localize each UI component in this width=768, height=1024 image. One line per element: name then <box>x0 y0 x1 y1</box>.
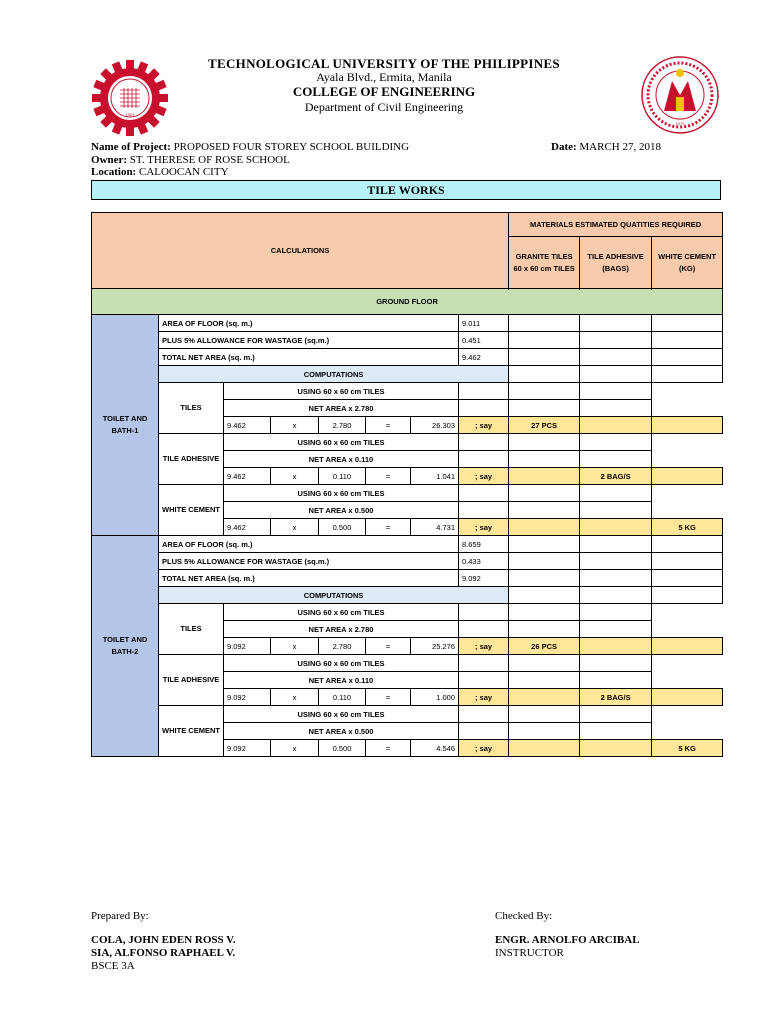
preparer-2: SIA, ALFONSO RAPHAEL V. <box>91 947 236 959</box>
adhesive-formula: NET AREA x 0.110 <box>224 672 459 689</box>
empty-cell <box>509 723 580 740</box>
allowance-label: PLUS 5% ALLOWANCE FOR WASTAGE (sq.m.) <box>159 553 459 570</box>
date-label: Date: <box>551 141 577 153</box>
white-cement-header: WHITE CEMENT (KG) <box>652 237 723 289</box>
qty-cement: 5 KG <box>652 519 723 536</box>
empty-cell <box>580 655 652 672</box>
empty-cell <box>580 451 652 468</box>
using-tiles-note: USING 60 x 60 cm TILES <box>224 383 459 400</box>
cement-label: WHITE CEMENT <box>159 485 224 536</box>
empty-cell <box>652 349 723 366</box>
empty-cell <box>459 706 509 723</box>
empty-cell <box>509 553 580 570</box>
project-name-label: Name of Project: <box>91 141 171 153</box>
net-area-label: TOTAL NET AREA (sq. m.) <box>159 349 459 366</box>
tiles-result: 25.276 <box>411 638 459 655</box>
college-name: COLLEGE OF ENGINEERING <box>292 84 476 99</box>
empty-cell <box>580 485 652 502</box>
times-sign: x <box>271 689 319 706</box>
qty-granite: 27 PCS <box>509 417 580 434</box>
university-address: Ayala Blvd., Ermita, Manila <box>316 70 452 84</box>
table-row <box>92 570 723 587</box>
table-row <box>92 655 723 672</box>
empty-cell <box>580 536 652 553</box>
tile-works-title: TILE WORKS <box>91 180 721 200</box>
cement-factor: 0.500 <box>319 740 366 757</box>
empty-cell <box>509 383 580 400</box>
times-sign: x <box>271 740 319 757</box>
empty-cell <box>509 400 580 417</box>
empty-cell <box>580 672 652 689</box>
empty-cell <box>509 366 580 383</box>
empty-cell <box>509 434 580 451</box>
adhesive-factor: 0.110 <box>319 689 366 706</box>
times-sign: x <box>271 638 319 655</box>
empty-cell <box>459 604 509 621</box>
tile-adhesive-header: TILE ADHESIVE (BAGS) <box>580 237 652 289</box>
adhesive-label: TILE ADHESIVE <box>159 655 224 706</box>
allowance-value: 0.433 <box>459 553 509 570</box>
table-row <box>92 349 723 366</box>
empty-cell <box>509 451 580 468</box>
empty-cell <box>509 502 580 519</box>
owner-label: Owner: <box>91 154 128 166</box>
empty-cell <box>509 672 580 689</box>
granite-tiles-header: GRANITE TILES 60 x 60 cm TILES <box>509 237 580 289</box>
empty-cell <box>509 655 580 672</box>
empty-cell <box>509 706 580 723</box>
checked-by-label: Checked By: <box>495 910 553 922</box>
times-sign: x <box>271 417 319 434</box>
equals-sign: = <box>366 468 411 485</box>
net-area-label: TOTAL NET AREA (sq. m.) <box>159 570 459 587</box>
equals-sign: = <box>366 638 411 655</box>
empty-cell <box>509 468 580 485</box>
table-row <box>92 383 723 400</box>
table-row <box>92 315 723 332</box>
empty-cell <box>509 604 580 621</box>
preparer-1: COLA, JOHN EDEN ROSS V. <box>91 934 236 946</box>
location-value: CALOOCAN CITY <box>138 166 229 178</box>
empty-cell <box>459 451 509 468</box>
area-label: AREA OF FLOOR (sq. m.) <box>159 315 459 332</box>
empty-cell <box>509 519 580 536</box>
empty-cell <box>509 740 580 757</box>
empty-cell <box>580 587 652 604</box>
empty-cell <box>509 485 580 502</box>
allowance-value: 0.451 <box>459 332 509 349</box>
project-name-value: PROPOSED FOUR STOREY SCHOOL BUILDING <box>173 141 410 153</box>
table-row <box>92 587 723 604</box>
tiles-factor: 2.780 <box>319 417 366 434</box>
adhesive-result: 1.000 <box>411 689 459 706</box>
date-row <box>551 141 661 153</box>
room-name: TOILET AND BATH-1 <box>92 315 159 536</box>
times-sign: x <box>271 519 319 536</box>
adhesive-label: TILE ADHESIVE <box>159 434 224 485</box>
using-tiles-note: USING 60 x 60 cm TILES <box>224 485 459 502</box>
empty-cell <box>652 315 723 332</box>
say-label: ; say <box>459 417 509 434</box>
say-label: ; say <box>459 468 509 485</box>
cement-result: 4.731 <box>411 519 459 536</box>
equals-sign: = <box>366 519 411 536</box>
room-name: TOILET AND BATH-2 <box>92 536 159 757</box>
empty-cell <box>459 655 509 672</box>
location-row <box>91 166 229 178</box>
university-name: TECHNOLOGICAL UNIVERSITY OF THE PHILIPPINES <box>208 56 560 71</box>
tiles-label: TILES <box>159 604 224 655</box>
empty-cell <box>459 383 509 400</box>
empty-cell <box>509 349 580 366</box>
empty-cell <box>509 315 580 332</box>
empty-cell <box>509 570 580 587</box>
area-value: 9.011 <box>459 315 509 332</box>
empty-cell <box>580 417 652 434</box>
section: BSCE 3A <box>91 960 135 972</box>
empty-cell <box>652 689 723 706</box>
net-area-value: 9.092 <box>459 570 509 587</box>
empty-cell <box>459 434 509 451</box>
equals-sign: = <box>366 740 411 757</box>
adhesive-net-area: 9.462 <box>224 468 271 485</box>
area-value: 8.659 <box>459 536 509 553</box>
empty-cell <box>580 740 652 757</box>
empty-cell <box>459 400 509 417</box>
qty-adhesive: 2 BAG/S <box>580 468 652 485</box>
table-row <box>92 536 723 553</box>
adhesive-formula: NET AREA x 0.110 <box>224 451 459 468</box>
cement-formula: NET AREA x 0.500 <box>224 723 459 740</box>
table-row <box>92 485 723 502</box>
empty-cell <box>580 332 652 349</box>
empty-cell <box>459 485 509 502</box>
adhesive-factor: 0.110 <box>319 468 366 485</box>
tiles-factor: 2.780 <box>319 638 366 655</box>
location-label: Location: <box>91 166 137 178</box>
equals-sign: = <box>366 417 411 434</box>
using-tiles-note: USING 60 x 60 cm TILES <box>224 655 459 672</box>
empty-cell <box>652 417 723 434</box>
area-label: AREA OF FLOOR (sq. m.) <box>159 536 459 553</box>
tiles-net-area: 9.462 <box>224 417 271 434</box>
table-row <box>92 332 723 349</box>
empty-cell <box>459 672 509 689</box>
empty-cell <box>580 706 652 723</box>
computations-header: COMPUTATIONS <box>159 587 509 604</box>
say-label: ; say <box>459 740 509 757</box>
empty-cell <box>459 502 509 519</box>
owner-row <box>91 154 290 166</box>
net-area-value: 9.462 <box>459 349 509 366</box>
qty-adhesive: 2 BAG/S <box>580 689 652 706</box>
times-sign: x <box>271 468 319 485</box>
table-row <box>92 706 723 723</box>
cement-label: WHITE CEMENT <box>159 706 224 757</box>
empty-cell <box>580 315 652 332</box>
qty-cement: 5 KG <box>652 740 723 757</box>
empty-cell <box>652 332 723 349</box>
empty-cell <box>580 621 652 638</box>
table-row <box>92 553 723 570</box>
empty-cell <box>652 553 723 570</box>
empty-cell <box>580 400 652 417</box>
cement-result: 4.546 <box>411 740 459 757</box>
materials-header: MATERIALS ESTIMATED QUATITIES REQUIRED <box>509 213 723 237</box>
prepared-by-label: Prepared By: <box>91 910 149 922</box>
tiles-net-area: 9.092 <box>224 638 271 655</box>
say-label: ; say <box>459 638 509 655</box>
floor-header: GROUND FLOOR <box>92 289 723 315</box>
date-value: MARCH 27, 2018 <box>579 141 661 153</box>
tup-seal-year: 1901 <box>125 112 135 117</box>
empty-cell <box>580 553 652 570</box>
tiles-label: TILES <box>159 383 224 434</box>
cement-net-area: 9.462 <box>224 519 271 536</box>
using-tiles-note: USING 60 x 60 cm TILES <box>224 706 459 723</box>
empty-cell <box>509 621 580 638</box>
empty-cell <box>459 621 509 638</box>
empty-cell <box>580 638 652 655</box>
empty-cell <box>509 587 580 604</box>
empty-cell <box>652 570 723 587</box>
table-row <box>92 604 723 621</box>
empty-cell <box>652 536 723 553</box>
empty-cell <box>580 502 652 519</box>
empty-cell <box>459 723 509 740</box>
empty-cell <box>509 689 580 706</box>
empty-cell <box>580 519 652 536</box>
project-name-row <box>91 141 409 153</box>
owner-value: ST. THERESE OF ROSE SCHOOL <box>129 154 290 166</box>
cement-factor: 0.500 <box>319 519 366 536</box>
using-tiles-note: USING 60 x 60 cm TILES <box>224 434 459 451</box>
department-name: Department of Civil Engineering <box>304 100 464 114</box>
say-label: ; say <box>459 519 509 536</box>
empty-cell <box>652 366 723 383</box>
empty-cell <box>652 587 723 604</box>
cement-net-area: 9.092 <box>224 740 271 757</box>
adhesive-result: 1.041 <box>411 468 459 485</box>
checker-name: ENGR. ARNOLFO ARCIBAL <box>495 934 640 946</box>
empty-cell <box>580 383 652 400</box>
empty-cell <box>509 536 580 553</box>
tiles-formula: NET AREA x 2.780 <box>224 400 459 417</box>
empty-cell <box>580 570 652 587</box>
say-label: ; say <box>459 689 509 706</box>
cement-formula: NET AREA x 0.500 <box>224 502 459 519</box>
calculations-header: CALCULATIONS <box>92 213 509 289</box>
empty-cell <box>580 723 652 740</box>
empty-cell <box>509 332 580 349</box>
table-row <box>92 434 723 451</box>
coe-seal-year: 1975 <box>675 121 685 126</box>
checker-title: INSTRUCTOR <box>495 947 564 959</box>
allowance-label: PLUS 5% ALLOWANCE FOR WASTAGE (sq.m.) <box>159 332 459 349</box>
empty-cell <box>580 366 652 383</box>
tiles-result: 26.303 <box>411 417 459 434</box>
empty-cell <box>652 638 723 655</box>
empty-cell <box>580 604 652 621</box>
adhesive-net-area: 9.092 <box>224 689 271 706</box>
table-row <box>92 366 723 383</box>
empty-cell <box>580 349 652 366</box>
qty-granite: 26 PCS <box>509 638 580 655</box>
tile-works-table <box>91 212 723 757</box>
tiles-formula: NET AREA x 2.780 <box>224 621 459 638</box>
empty-cell <box>580 434 652 451</box>
equals-sign: = <box>366 689 411 706</box>
using-tiles-note: USING 60 x 60 cm TILES <box>224 604 459 621</box>
empty-cell <box>652 468 723 485</box>
computations-header: COMPUTATIONS <box>159 366 509 383</box>
